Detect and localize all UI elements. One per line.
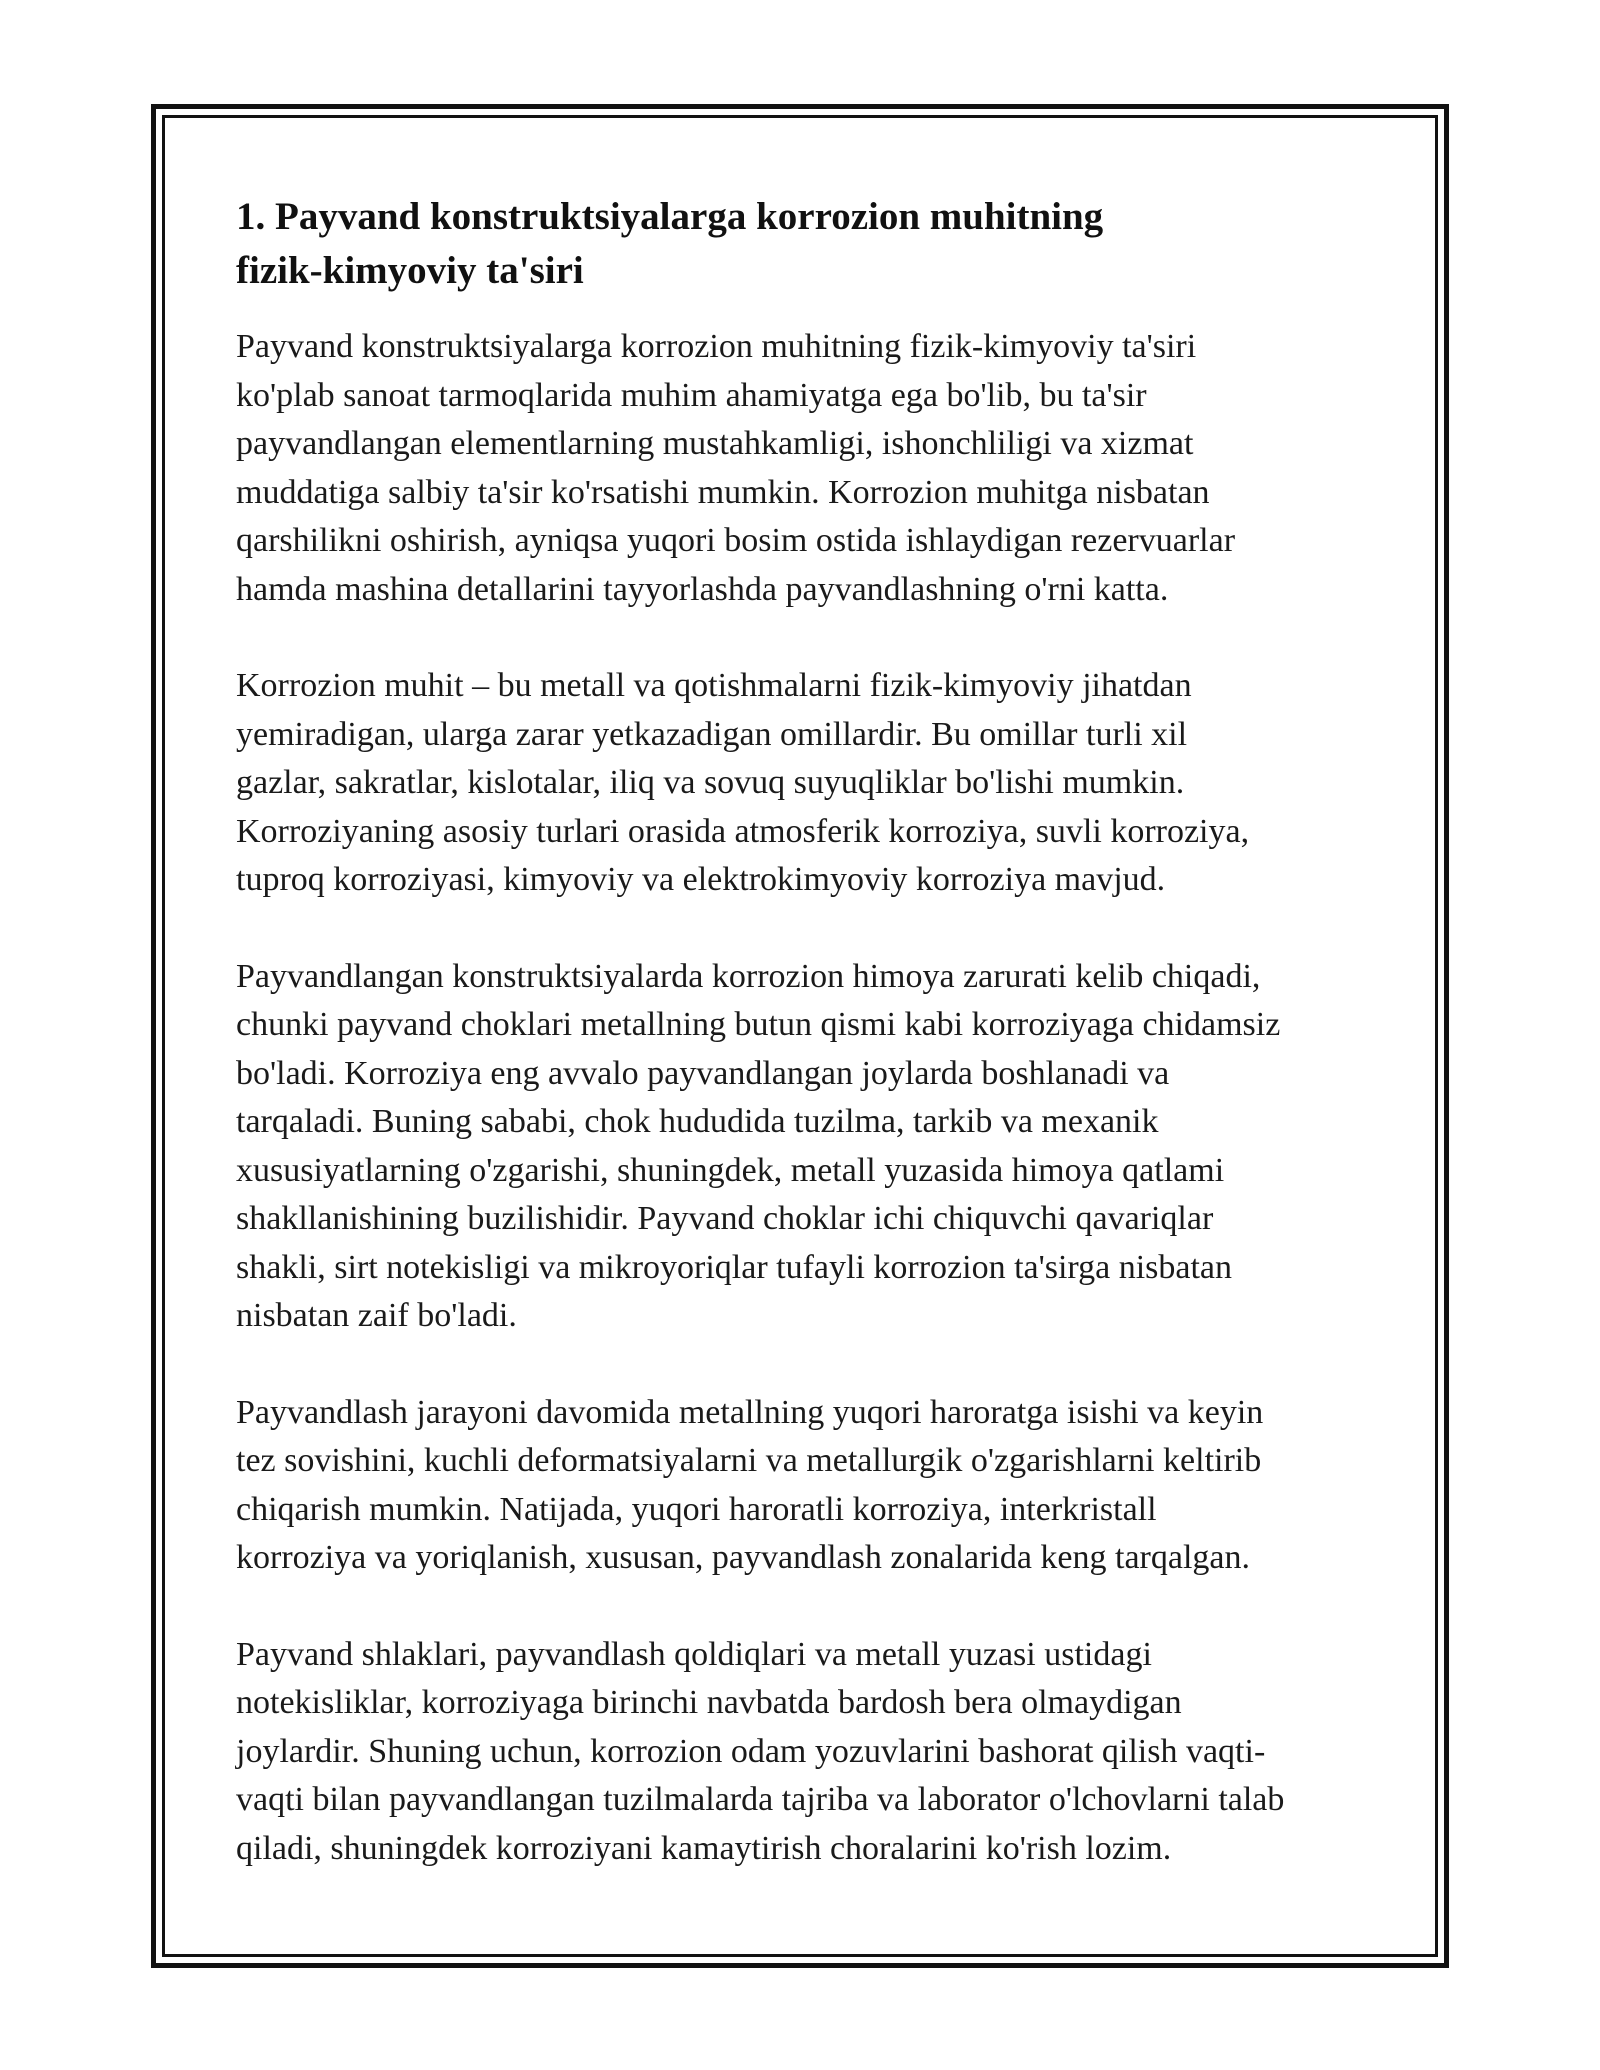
paragraph-line: korroziya va yoriqlanish, xususan, payvandlash zonalarida keng tarqalgan.: [236, 1539, 1251, 1576]
paragraph-line: bo'ladi. Korroziya eng avvalo payvandlangan joylarda boshlanadi va: [236, 1054, 1170, 1092]
paragraph: [236, 1631, 1376, 1874]
section-heading: [236, 190, 1376, 298]
paragraph-line: qarshilikni oshirish, ayniqsa yuqori bosim ostida ishlaydigan rezervuarlar: [236, 522, 1236, 559]
paragraph-line: yemiradigan, ularga zarar yetkazadigan omillardir. Bu omillar turli xil: [236, 715, 1188, 753]
section-heading-line: fizik-kimyoviy ta'siri: [236, 249, 584, 292]
paragraph-line: hamda mashina detallarini tayyorlashda payvandlashning o'rni katta.: [236, 570, 1169, 608]
paragraph-line: shakllanishining buzilishidir. Payvand choklar ichi chiquvchi qavariqlar: [236, 1200, 1214, 1237]
paragraph: [236, 662, 1376, 905]
paragraph-line: tuproq korroziyasi, kimyoviy va elektrokimyoviy korroziya mavjud.: [236, 861, 1166, 898]
paragraph-line: Korroziyaning asosiy turlari orasida atmosferik korroziya, suvli korroziya,: [236, 812, 1250, 850]
paragraph-line: muddatiga salbiy ta'sir ko'rsatishi mumkin. Korrozion muhitga nisbatan: [236, 473, 1210, 511]
paragraph-line: shakli, sirt notekisligi va mikroyoriqlar tufayli korrozion ta'sirga nisbatan: [236, 1248, 1233, 1286]
paragraph-line: Payvand konstruktsiyalarga korrozion muhitning fizik-kimyoviy ta'siri: [236, 328, 1197, 365]
paragraph-line: Payvand shlaklari, payvandlash qoldiqlari va metall yuzasi ustidagi: [236, 1635, 1152, 1673]
paragraph-line: ko'plab sanoat tarmoqlarida muhim ahamiyatga ega bo'lib, bu ta'sir: [236, 376, 1147, 414]
paragraph-line: tarqaladi. Buning sababi, chok hududida tuzilma, tarkib va mexanik: [236, 1103, 1159, 1140]
paragraph-list: [236, 323, 1376, 1873]
paragraph: [236, 953, 1376, 1341]
paragraph-line: gazlar, sakratlar, kislotalar, iliq va sovuq suyuqliklar bo'lishi mumkin.: [236, 764, 1185, 801]
paragraph-line: notekisliklar, korroziyaga birinchi navbatda bardosh bera olmaydigan: [236, 1684, 1182, 1721]
document-body: [236, 190, 1376, 1921]
paragraph-line: Payvandlangan konstruktsiyalarda korrozion himoya zarurati kelib chiqadi,: [236, 957, 1261, 995]
paragraph-line: xususiyatlarning o'zgarishi, shuningdek, metall yuzasida himoya qatlami: [236, 1151, 1225, 1189]
paragraph: [236, 1389, 1376, 1583]
paragraph-line: payvandlangan elementlarning mustahkamligi, ishonchliligi va xizmat: [236, 425, 1194, 462]
paragraph-line: chunki payvand choklari metallning butun qismi kabi korroziyaga chidamsiz: [236, 1006, 1281, 1043]
paragraph-line: tez sovishini, kuchli deformatsiyalarni va metallurgik o'zgarishlarni keltirib: [236, 1442, 1262, 1479]
section-heading-line: 1. Payvand konstruktsiyalarga korrozion muhitning: [236, 195, 1104, 238]
paragraph-line: Payvandlash jarayoni davomida metallning yuqori haroratga isishi va keyin: [236, 1393, 1264, 1431]
paragraph-line: joylardir. Shuning uchun, korrozion odam yozuvlarini bashorat qilish vaqti-: [236, 1732, 1266, 1770]
paragraph-line: vaqti bilan payvandlangan tuzilmalarda tajriba va laborator o'lchovlarni talab: [236, 1781, 1285, 1818]
paragraph-line: Korrozion muhit – bu metall va qotishmalarni fizik-kimyoviy jihatdan: [236, 667, 1192, 704]
paragraph-line: qiladi, shuningdek korroziyani kamaytirish choralarini ko'rish lozim.: [236, 1829, 1172, 1867]
paragraph-line: nisbatan zaif bo'ladi.: [236, 1297, 517, 1334]
paragraph: [236, 323, 1376, 614]
paragraph-line: chiqarish mumkin. Natijada, yuqori haroratli korroziya, interkristall: [236, 1490, 1157, 1528]
